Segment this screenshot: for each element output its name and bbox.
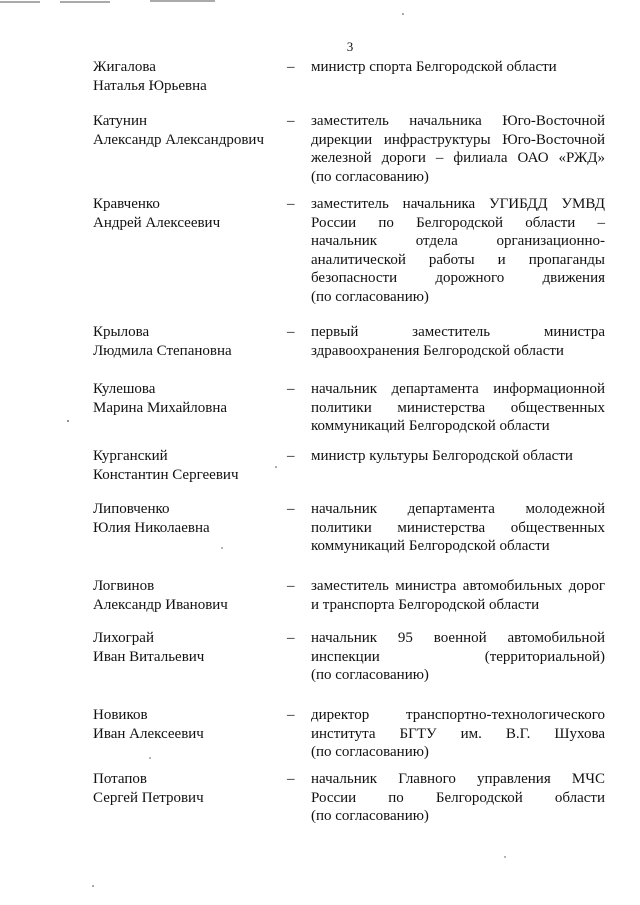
position-line: (по согласованию) [311, 744, 429, 760]
member-given-names: Наталья Юрьевна [93, 77, 207, 94]
member-surname: Кравченко [93, 196, 160, 212]
member-name [93, 195, 278, 232]
position-line: инспекции (территориальной) [311, 648, 605, 665]
dash-separator: – [287, 113, 295, 129]
member-name [93, 629, 278, 666]
page-number: 3 [346, 39, 354, 54]
member-position [311, 195, 605, 306]
dash-separator: – [287, 578, 295, 594]
dash-separator: – [287, 448, 295, 464]
position-line: (по согласованию) [311, 168, 429, 185]
member-name [93, 770, 278, 807]
dash-separator: – [287, 381, 295, 397]
member-surname: Крылова [93, 324, 150, 340]
scan-speck [92, 885, 94, 887]
member-given-names: Александр Александрович [93, 131, 264, 148]
scan-speck [149, 757, 150, 758]
member-given-names: Александр Иванович [93, 596, 228, 613]
position-line: дирекции инфраструктуры Юго-Восточной [311, 131, 605, 148]
member-surname: Кулешова [93, 381, 156, 397]
member-name [93, 58, 278, 95]
member-position [311, 706, 605, 762]
member-given-names: Иван Алексеевич [93, 725, 204, 742]
member-given-names: Сергей Петрович [93, 789, 204, 806]
dash-separator: – [287, 501, 295, 517]
dash-separator: – [287, 59, 295, 75]
scan-speck [504, 856, 505, 857]
position-line: начальник отдела организационно- [311, 233, 605, 249]
member-surname: Жигалова [93, 59, 156, 75]
position-line: здравоохранения Белгородской области [311, 342, 564, 359]
position-line: политики министерства общественных [311, 399, 605, 416]
member-surname: Курганский [93, 448, 168, 464]
member-position [311, 577, 605, 614]
member-given-names: Иван Витальевич [93, 648, 205, 665]
member-surname: Липовченко [93, 501, 170, 517]
position-line: министр спорта Белгородской области [311, 59, 557, 75]
member-surname: Логвинов [93, 578, 155, 594]
position-line: (по согласованию) [311, 667, 429, 683]
dash-separator: – [287, 630, 295, 646]
member-position [311, 447, 605, 466]
member-position [311, 380, 605, 436]
member-position [311, 770, 605, 826]
position-line: первый заместитель министра [311, 324, 605, 340]
position-line: политики министерства общественных [311, 519, 605, 536]
member-name [93, 112, 278, 149]
member-given-names: Юлия Николаевна [93, 519, 210, 536]
position-line: начальник департамента молодежной [311, 501, 605, 517]
position-line: безопасности дорожного движения [311, 270, 605, 286]
position-line: коммуникаций Белгородской области [311, 418, 550, 434]
member-position [311, 629, 605, 685]
position-line: начальник департамента информационной [311, 381, 605, 397]
position-line: заместитель начальника УГИБДД УМВД [311, 196, 605, 212]
member-name [93, 323, 278, 360]
position-line: директор транспортно-технологического [311, 707, 605, 723]
dash-separator: – [287, 707, 295, 723]
scan-speck [221, 547, 222, 548]
dash-separator: – [287, 324, 295, 340]
member-given-names: Андрей Алексеевич [93, 214, 221, 231]
member-position [311, 112, 605, 186]
member-position [311, 58, 605, 77]
position-line: (по согласованию) [311, 288, 429, 305]
scan-speck [67, 420, 69, 422]
position-line: института БГТУ им. В.Г. Шухова [311, 725, 605, 742]
position-line: заместитель министра автомобильных дорог [311, 578, 605, 594]
member-surname: Катунин [93, 113, 148, 129]
dash-separator: – [287, 196, 295, 212]
position-line: железной дороги – филиала ОАО «РЖД» [311, 150, 605, 166]
member-name [93, 577, 278, 614]
position-line: аналитической работы и пропаганды [311, 251, 605, 268]
member-name [93, 500, 278, 537]
position-line: начальник 95 военной автомобильной [311, 630, 605, 646]
scan-speck [402, 13, 404, 15]
member-surname: Потапов [93, 771, 147, 787]
position-line: коммуникаций Белгородской области [311, 538, 550, 554]
member-name [93, 706, 278, 743]
position-line: и транспорта Белгородской области [311, 596, 540, 613]
member-position [311, 323, 605, 360]
member-surname: Новиков [93, 707, 148, 723]
member-given-names: Константин Сергеевич [93, 466, 239, 483]
position-line: (по согласованию) [311, 808, 429, 824]
member-given-names: Людмила Степановна [93, 342, 232, 359]
position-line: министр культуры Белгородской области [311, 448, 573, 464]
member-given-names: Марина Михайловна [93, 399, 228, 416]
member-name [93, 447, 278, 484]
position-line: России по Белгородской области [311, 789, 605, 806]
member-surname: Лихограй [93, 630, 154, 646]
position-line: начальник Главного управления МЧС [311, 771, 605, 787]
position-line: заместитель начальника Юго-Восточной [311, 113, 605, 129]
position-line: России по Белгородской области – [311, 214, 605, 231]
dash-separator: – [287, 771, 295, 787]
member-position [311, 500, 605, 556]
member-name [93, 380, 278, 417]
